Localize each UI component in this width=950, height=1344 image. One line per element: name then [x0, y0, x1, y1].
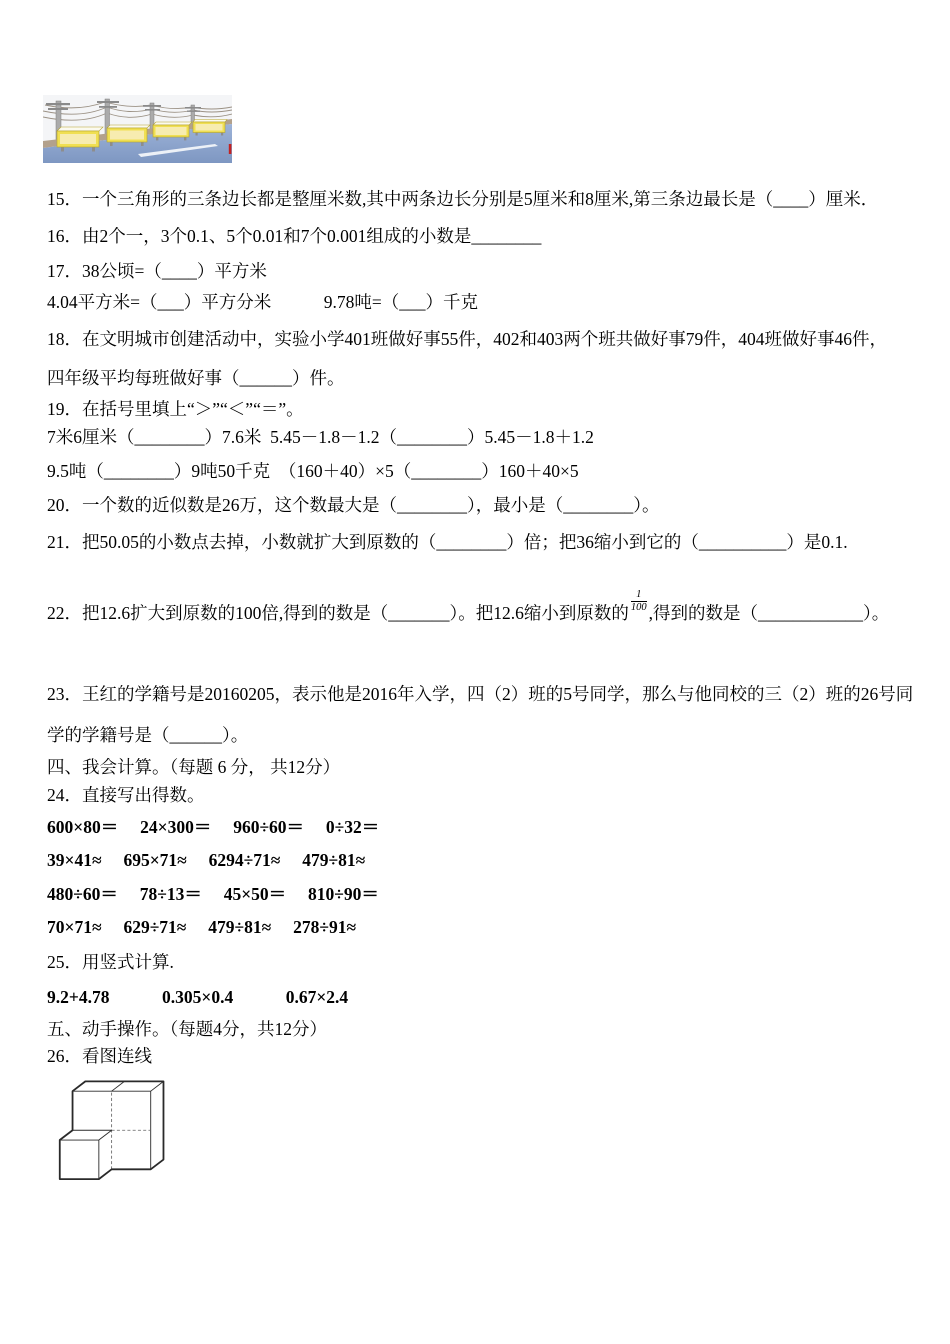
calc-row-1: 600×80＝ 24×300＝ 960÷60＝ 0÷32＝	[47, 817, 380, 837]
q22-text-before: 22．把12.6扩大到原数的100倍,得到的数是（_______）。把12.6缩小到原数的	[47, 603, 629, 624]
section-5-header: 五、动手操作。（每题4分，共12分）	[47, 1019, 327, 1039]
section-4-header: 四、我会计算。（每题 6 分， 共12分）	[47, 757, 341, 777]
question-23-line1: 23．王红的学籍号是20160205，表示他是2016年入学，四（2）班的5号同学，那么与他同校的三（2）班的26号同	[47, 684, 914, 704]
question-19: 19．在括号里填上“＞”“＜”“＝”。	[47, 399, 304, 419]
question-23-line2: 学的学籍号是（______）。	[47, 725, 249, 745]
visible-edges	[60, 1081, 164, 1179]
question-26: 26．看图连线	[47, 1046, 152, 1066]
fraction-denominator: 100	[630, 602, 647, 614]
fraction-numerator: 1	[631, 589, 647, 602]
question-18-line2: 四年级平均每班做好事（______）件。	[47, 368, 345, 388]
street-illustration	[43, 95, 232, 163]
fraction-1-over-100	[631, 589, 647, 614]
question-17: 17．38公顷=（____）平方米	[47, 261, 267, 281]
question-22	[47, 589, 889, 627]
question-21: 21．把50.05的小数点去掉，小数就扩大到原数的（________）倍；把36缩小到它的（__________）是0.1.	[47, 532, 848, 552]
red-accent-mark	[229, 144, 232, 154]
question-16: 16．由2个一，3个0.1、5个0.01和7个0.001组成的小数是________	[47, 226, 542, 246]
hidden-edges	[112, 1093, 150, 1169]
question-17-conversions: 4.04平方米=（___）平方分米 9.78吨=（___）千克	[47, 292, 478, 312]
question-25-items: 9.2+4.78 0.305×0.4 0.67×2.4	[47, 987, 349, 1007]
calc-row-2: 39×41≈ 695×71≈ 6294÷71≈ 479÷81≈	[47, 850, 366, 870]
calc-row-4: 70×71≈ 629÷71≈ 479÷81≈ 278÷91≈	[47, 917, 357, 937]
q22-text-after: ,得到的数是（____________）。	[648, 603, 890, 624]
question-19-row2: 9.5吨（________）9吨50千克 （160＋40）×5（________）160＋40×5	[47, 461, 579, 481]
question-19-row1: 7米6厘米（________）7.6米 5.45－1.8－1.2（________）5.45－1.8＋1.2	[47, 427, 594, 447]
question-18-line1: 18．在文明城市创建活动中，实验小学401班做好事55件，402和403两个班共做好事79件，404班做好事46件，	[47, 329, 887, 349]
question-15: 15．一个三角形的三条边长都是整厘米数,其中两条边长分别是5厘米和8厘米,第三条边最长是（____）厘米．	[47, 189, 879, 209]
question-20: 20．一个数的近似数是26万，这个数最大是（________），最小是（________）。	[47, 495, 660, 515]
stacked-cubes-figure	[50, 1071, 174, 1188]
calc-row-3: 480÷60＝ 78÷13＝ 45×50＝ 810÷90＝	[47, 884, 379, 904]
question-25: 25．用竖式计算.	[47, 952, 174, 972]
question-24: 24．直接写出得数。	[47, 785, 205, 805]
